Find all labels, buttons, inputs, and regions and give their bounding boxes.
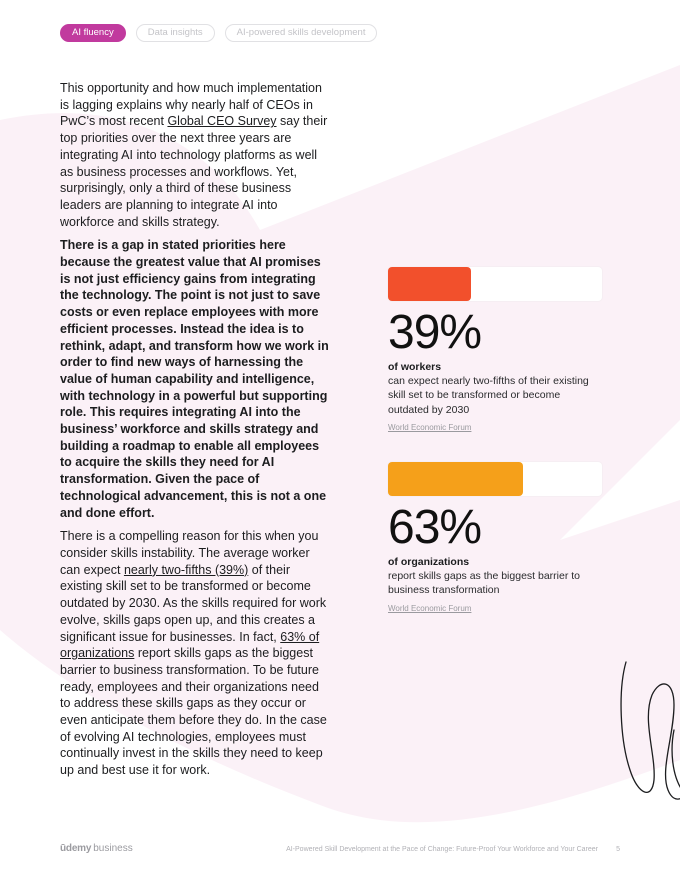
stat-value: 63%: [388, 501, 482, 554]
link-global-ceo-survey[interactable]: Global CEO Survey: [167, 114, 277, 129]
stat-description: report skills gaps as the biggest barrier to business transformation: [388, 570, 581, 597]
paragraph-3: [60, 528, 332, 779]
footer: [60, 843, 620, 859]
logo-sub: business: [93, 843, 133, 854]
stat-description: can expect nearly two-fifths of their existing skill set to be transformed or become outdated by 2030: [388, 375, 589, 416]
tag-ai-powered-skills[interactable]: AI-powered skills development: [225, 24, 378, 42]
paragraph-1: [60, 80, 332, 230]
udemy-business-logo: [60, 843, 133, 854]
paragraph-3-text-c: report skills gaps as the biggest barrier to business transformation. To be future ready, employees and their organizations need to address these skills gaps as they occur or even anticipate them before they do. In the case of evolving AI technologies, employees must continually invest in the skills they need to keep up and best use it for work.: [60, 646, 327, 778]
tag-data-insights[interactable]: Data insights: [136, 24, 215, 42]
stat-value: 39%: [388, 306, 482, 359]
paragraph-3-text-a: There is a compelling reason for this when you consider skills instability. The average worker can expect: [60, 529, 319, 577]
decorative-swirl: [612, 650, 680, 810]
stat-bar-track: [388, 462, 602, 496]
link-63-percent[interactable]: 63% of organizations: [60, 629, 320, 661]
page-number: 5: [616, 846, 620, 853]
link-two-fifths[interactable]: nearly two-fifths (39%): [123, 562, 249, 577]
paragraph-2: There is a gap in stated priorities here because the greatest value that AI promises is not just efficiency gains from integrating the technology. The point is not just to save costs or even replace employees with more efficient processes. Instead the idea is to rethink, adapt, and transform how we work in order to find new ways of harnessing the value of human capability and intelligence, with technology in a powerful but supporting role. This requires integrating AI into the business’ workforce and skills strategy and building a roadmap to enable all employees to acquire the skills they need for AI transformation. Given the pace of technological advancement, this is not a one and done effort.: [60, 238, 329, 520]
stat-bar-fill: [388, 462, 523, 496]
paragraph-3-text-b: of their existing skill set to be transformed or become outdated by 2030. As the skills required for work evolve, skills gaps open up, and this creates a significant issue for businesses. In fact,: [60, 562, 327, 644]
stat-label: of organizations: [388, 556, 470, 568]
body-text: [60, 80, 332, 786]
topic-tags: [60, 24, 377, 42]
stat-organizations: [388, 462, 602, 613]
stat-bar-track: [388, 267, 602, 301]
stat-workers: [388, 267, 602, 432]
footer-document-title: AI-Powered Skill Development at the Pace of Change: Future-Proof Your Workforce and Your Career: [286, 846, 598, 853]
stat-source-link[interactable]: World Economic Forum: [388, 603, 472, 613]
stat-label: of workers: [388, 361, 442, 373]
paragraph-1-text-b: say their top priorities over the next three years are integrating AI into technology platforms as well as business processes and workflows. Yet, surprisingly, only a third of these business leaders are planning to integrate AI into workforce and skills strategy.: [60, 114, 328, 229]
stat-source-link[interactable]: World Economic Forum: [388, 423, 472, 433]
stat-bar-fill: [388, 267, 471, 301]
paragraph-1-text-a: This opportunity and how much implementation is lagging explains why nearly half of CEOs in PwC’s most recent: [60, 81, 322, 129]
logo-brand: ūdemy: [60, 843, 92, 854]
tag-ai-fluency[interactable]: AI fluency: [60, 24, 126, 42]
